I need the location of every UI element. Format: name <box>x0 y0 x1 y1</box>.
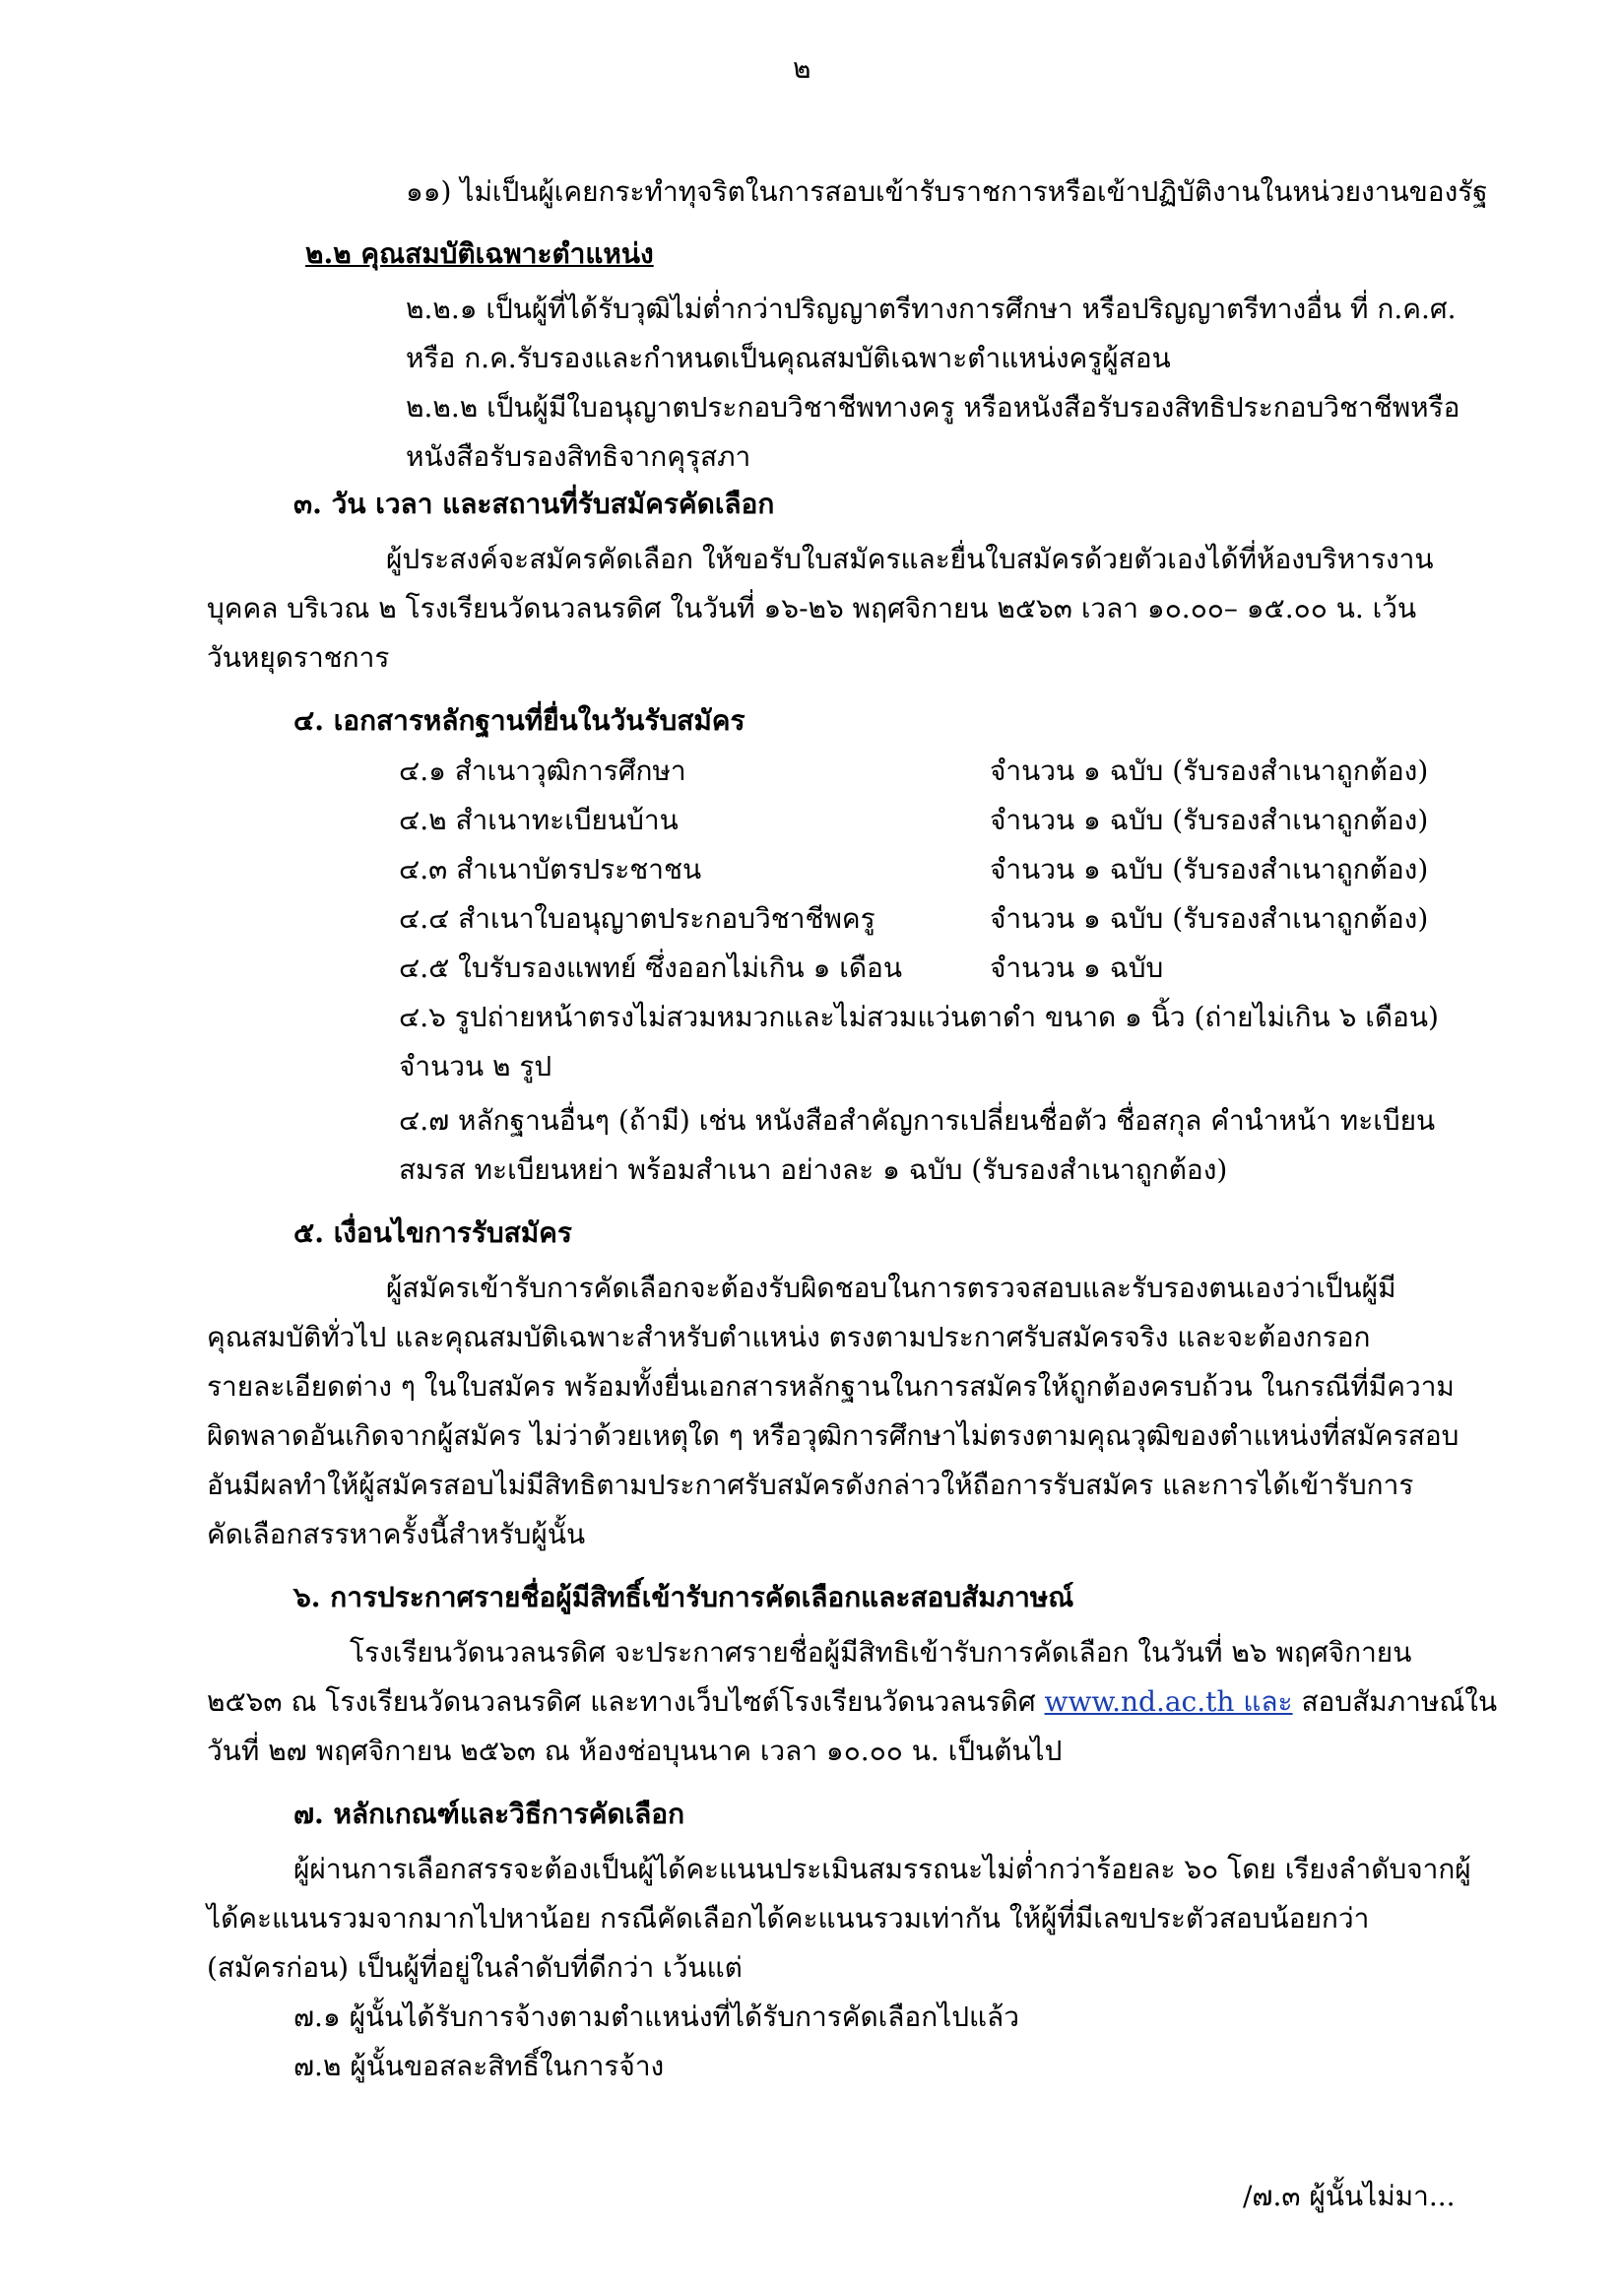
section-3-line-3: วันหยุดราชการ <box>207 641 390 674</box>
document-item-label: ๔.๒ สำเนาทะเบียนบ้าน <box>399 804 679 836</box>
section-6-line-2 <box>207 1682 1497 1722</box>
section-3-line-1: ผู้ประสงค์จะสมัครคัดเลือก ให้ขอรับใบสมัครและยื่นใบสมัครด้วยตัวเองได้ที่ห้องบริหารงาน <box>386 543 1434 575</box>
document-item-quantity: จำนวน ๑ ฉบับ (รับรองสำเนาถูกต้อง) <box>990 902 1429 935</box>
section-5-line-5: อันมีผลทำให้ผู้สมัครสอบไม่มีสิทธิตามประกาศรับสมัครดังกล่าวให้ถือการรับสมัคร และการได้เข้ารับการ <box>207 1469 1414 1501</box>
section-2-2-1-line-1: ๒.๒.๑ เป็นผู้ที่ได้รับวุฒิไม่ต่ำกว่าปริญญาตรีทางการศึกษา หรือปริญญาตรีทางอื่น ที่ ก.ค.ศ. <box>406 293 1457 325</box>
document-item-1 <box>399 752 1429 791</box>
section-5-line-4: ผิดพลาดอันเกิดจากผู้สมัคร ไม่ว่าด้วยเหตุใด ๆ หรือวุฒิการศึกษาไม่ตรงตามคุณวุฒิของตำแหน่งที่สมัครสอบ <box>207 1419 1459 1452</box>
school-website-link[interactable]: www.nd.ac.th และ <box>1044 1685 1293 1718</box>
section-7-line-2: ได้คะแนนรวมจากมากไปหาน้อย กรณีคัดเลือกได้คะแนนรวมเท่ากัน ให้ผู้ที่มีเลขประตัวสอบน้อยกว่า <box>207 1902 1370 1935</box>
document-item-4 <box>399 899 1429 939</box>
section-3-line-2: บุคคล บริเวณ ๒ โรงเรียนวัดนวลนรดิศ ในวันที่ ๑๖-๒๖ พฤศจิกายน ๒๕๖๓ เวลา ๑๐.๐๐– ๑๕.๐๐ น. เว้น <box>207 592 1417 624</box>
document-item-label: ๔.๓ สำเนาบัตรประชาชน <box>399 853 702 886</box>
document-item-6-line-2: จำนวน ๒ รูป <box>399 1050 552 1082</box>
document-item-7-line-1: ๔.๗ หลักฐานอื่นๆ (ถ้ามี) เช่น หนังสือสำคัญการเปลี่ยนชื่อตัว ชื่อสกุล คำนำหน้า ทะเบียน <box>399 1104 1436 1137</box>
document-item-label: ๔.๔ สำเนาใบอนุญาตประกอบวิชาชีพครู <box>399 902 875 935</box>
document-item-quantity: จำนวน ๑ ฉบับ (รับรองสำเนาถูกต้อง) <box>990 754 1429 787</box>
document-item-label: ๔.๑ สำเนาวุฒิการศึกษา <box>399 754 686 787</box>
section-7-heading: ๗. หลักเกณฑ์และวิธีการคัดเลือก <box>293 1798 685 1830</box>
section-7-line-3: (สมัครก่อน) เป็นผู้ที่อยู่ในลำดับที่ดีกว่า เว้นแต่ <box>207 1951 743 1984</box>
section-3-heading: ๓. วัน เวลา และสถานที่รับสมัครคัดเลือก <box>293 488 775 520</box>
section-4-heading: ๔. เอกสารหลักฐานที่ยื่นในวันรับสมัคร <box>293 704 746 737</box>
section-6-line-2-text: ๒๕๖๓ ณ โรงเรียนวัดนวลนรดิศ และทางเว็บไซต์โรงเรียนวัดนวลนรดิศ <box>207 1685 1045 1718</box>
section-6-line-3: วันที่ ๒๗ พฤศจิกายน ๒๕๖๓ ณ ห้องช่อบุนนาค เวลา ๑๐.๐๐ น. เป็นต้นไป <box>207 1735 1063 1767</box>
document-item-quantity: จำนวน ๑ ฉบับ (รับรองสำเนาถูกต้อง) <box>990 804 1429 836</box>
section-6-line-1: โรงเรียนวัดนวลนรดิศ จะประกาศรายชื่อผู้มีสิทธิเข้ารับการคัดเลือก ในวันที่ ๒๖ พฤศจิกายน <box>350 1636 1412 1669</box>
footer-continuation: /๗.๓ ผู้นั้นไม่มา... <box>1243 2180 1456 2212</box>
section-7-item-2: ๗.๒ ผู้นั้นขอสละสิทธิ์ในการจ้าง <box>293 2050 665 2082</box>
section-5-line-2: คุณสมบัติทั่วไป และคุณสมบัติเฉพาะสำหรับตำแหน่ง ตรงตามประกาศรับสมัครจริง และจะต้องกรอก <box>207 1321 1371 1353</box>
document-item-7-line-2: สมรส ทะเบียนหย่า พร้อมสำเนา อย่างละ ๑ ฉบับ (รับรองสำเนาถูกต้อง) <box>399 1153 1228 1186</box>
section-7-line-1: ผู้ผ่านการเลือกสรรจะต้องเป็นผู้ได้คะแนนประเมินสมรรถนะไม่ต่ำกว่าร้อยละ ๖๐ โดย เรียงลำดับจากผู้ <box>293 1853 1471 1885</box>
document-item-2 <box>399 801 1429 840</box>
document-item-5 <box>399 949 1164 988</box>
section-6-line-2-tail: สอบสัมภาษณ์ใน <box>1292 1685 1498 1718</box>
document-item-quantity: จำนวน ๑ ฉบับ (รับรองสำเนาถูกต้อง) <box>990 853 1429 886</box>
item-11: ๑๑) ไม่เป็นผู้เคยกระทำทุจริตในการสอบเข้ารับราชการหรือเข้าปฏิบัติงานในหน่วยงานของรัฐ <box>406 175 1488 208</box>
section-5-line-3: รายละเอียดต่าง ๆ ในใบสมัคร พร้อมทั้งยื่นเอกสารหลักฐานในการสมัครให้ถูกต้องครบถ้วน ในกรณีที่มีความ <box>207 1370 1455 1403</box>
section-2-2-2-line-1: ๒.๒.๒ เป็นผู้มีใบอนุญาตประกอบวิชาชีพทางครู หรือหนังสือรับรองสิทธิประกอบวิชาชีพหรือ <box>406 391 1460 424</box>
document-item-6-line-1: ๔.๖ รูปถ่ายหน้าตรงไม่สวมหมวกและไม่สวมแว่นตาดำ ขนาด ๑ นิ้ว (ถ่ายไม่เกิน ๖ เดือน) <box>399 1001 1439 1033</box>
section-7-item-1: ๗.๑ ผู้นั้นได้รับการจ้างตามตำแหน่งที่ได้รับการคัดเลือกไปแล้ว <box>293 2001 1019 2033</box>
section-5-heading: ๕. เงื่อนไขการรับสมัคร <box>293 1216 572 1249</box>
document-item-quantity: จำนวน ๑ ฉบับ <box>990 951 1164 984</box>
section-5-line-1: ผู้สมัครเข้ารับการคัดเลือกจะต้องรับผิดชอบในการตรวจสอบและรับรองตนเองว่าเป็นผู้มี <box>386 1272 1396 1304</box>
section-5-line-6: คัดเลือกสรรหาครั้งนี้สำหรับผู้นั้น <box>207 1518 586 1550</box>
section-2-2-heading: ๒.๒ คุณสมบัติเฉพาะตำแหน่ง <box>305 237 654 270</box>
section-2-2-2-line-2: หนังสือรับรองสิทธิจากคุรุสภา <box>406 440 751 473</box>
document-item-label: ๔.๕ ใบรับรองแพทย์ ซึ่งออกไม่เกิน ๑ เดือน <box>399 951 902 984</box>
section-6-heading: ๖. การประกาศรายชื่อผู้มีสิทธิ์เข้ารับการคัดเลือกและสอบสัมภาษณ์ <box>293 1581 1074 1613</box>
page-number: ๒ <box>793 52 811 85</box>
document-item-3 <box>399 850 1429 889</box>
section-2-2-1-line-2: หรือ ก.ค.รับรองและกำหนดเป็นคุณสมบัติเฉพาะตำแหน่งครูผู้สอน <box>406 342 1171 374</box>
